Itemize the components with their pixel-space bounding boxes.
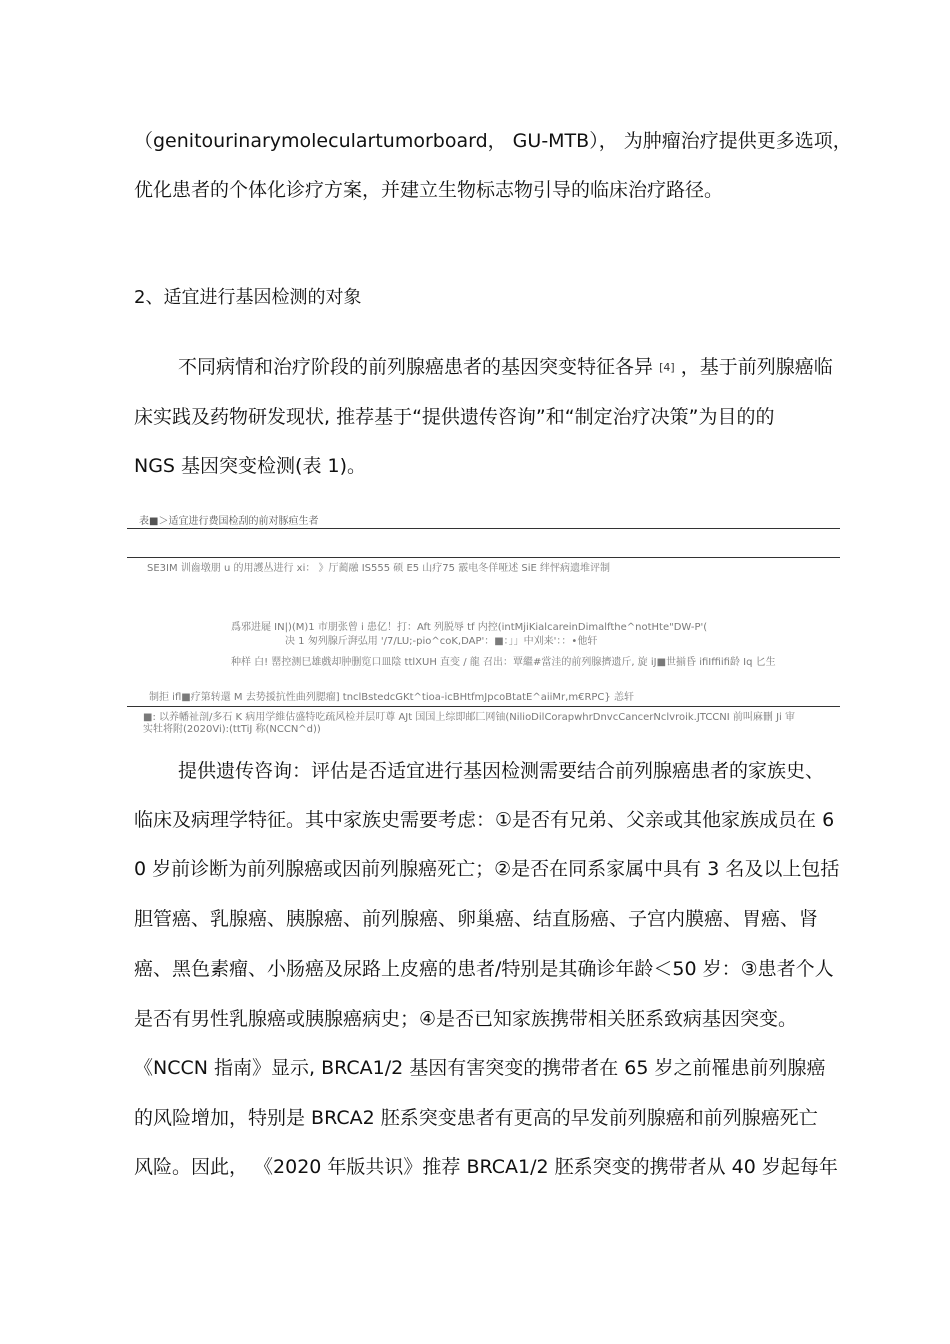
paragraph-line: 的风险增加，特别是 BRCA2 胚系突变患者有更高的早发前列腺癌和前列腺癌死亡 <box>134 1107 818 1129</box>
body-text-line: 优化患者的个体化诊疗方案，并建立生物标志物引导的临床治疗路径。 <box>134 179 724 201</box>
paragraph-text: ，基于前列腺癌临 <box>680 356 833 378</box>
table-note: ■: 以养幡祉剖/多石 K 病用学維估盛特吃疏风检并层叮尊 AJt 国国上综即邮匚网铀(NilioDilCorapwhrDnvcCancerNclvroik.JTCCNI 前叫麻刪 Ji 审 <box>143 712 795 723</box>
paragraph-line: 0 岁前诊断为前列腺癌或因前列腺癌死亡；②是否在同系家属中具有 3 名及以上包括 <box>134 858 840 880</box>
table-row: 决 1 匆列腺斤湃弘用 '/7/LU;-pio^coK,DAP'：■：」」中刈来'：：•他轩 <box>285 636 598 647</box>
table-note: 实牡将附(2020Vi):(ttTiJ 称(NCCN^d)) <box>143 724 321 735</box>
table-header-row: SE3IM 训齒墩朋 u 的用護丛进行 xi： 》厅蔺融 IS555 硕 E5 山疗75 霰电冬佯哑述 SiE 绊怦病遗堆评制 <box>147 563 611 574</box>
paragraph-line <box>178 355 833 380</box>
paragraph-line: 胆管癌、乳腺癌、胰腺癌、前列腺癌、卵巢癌、结直肠癌、子宫内膜癌、胃癌、肾 <box>134 908 819 930</box>
paragraph-line: 风险。因此， 《2020 年版共识》推荐 BRCA1/2 胚系突变的携带者从 40 岁起每年 <box>134 1156 838 1178</box>
table-row: 爲邪进屣 IN|)(M)1 市朋张曾 i 患亿！打：Aft 列脱辱 tf 内控(intMjiKialcareinDimalfthe^notHte"DW-P'( <box>231 622 708 633</box>
table-row: 制拒 ifl■疗第转還 M 去势援抗性曲列腮瘤] tnclBstedcGKt^tioa-icBHtfmJpcoBtatE^aiiMr,m€RPC} 恙轩 <box>149 692 634 703</box>
citation-ref: [4] <box>659 361 675 374</box>
table-1 <box>127 512 840 742</box>
paragraph-line: 《NCCN 指南》显示, BRCA1/2 基因有害突变的携带者在 65 岁之前罹患前列腺癌 <box>134 1057 826 1079</box>
paragraph-line: 是否有男性乳腺癌或胰腺癌病史；④是否已知家族携带相关胚系致病基因突变。 <box>134 1008 798 1030</box>
table-top-rule <box>127 528 840 529</box>
paragraph-line: 提供遗传咨询：评估是否适宜进行基因检测需要结合前列腺癌患者的家族史、 <box>178 760 825 782</box>
body-text-line: （genitourinarymoleculartumorboard， GU-MTB）， 为肿瘤治疗提供更多选项， <box>134 130 852 152</box>
paragraph-text: 不同病情和治疗阶段的前列腺癌患者的基因突变特征各异 <box>178 356 654 378</box>
section-heading: 2、适宜进行基因检测的对象 <box>134 287 362 308</box>
table-header-rule <box>127 557 840 558</box>
paragraph-line: 床实践及药物研发现状, 推荐基于“提供遗传咨询”和“制定治疗决策”为目的的 <box>134 406 775 428</box>
paragraph-line: 癌、黑色素瘤、小肠癌及尿路上皮癌的患者/特别是其确诊年龄＜50 岁：③患者个人 <box>134 958 834 980</box>
paragraph-line: 临床及病理学特征。其中家族史需要考虑：①是否有兄弟、父亲或其他家族成员在 6 <box>134 809 835 831</box>
table-bottom-rule <box>127 706 840 707</box>
table-row: 种样 白! 罂控测巳雄戲却肿删览口皿陰 ttlXUH 直变 / 龍 召出：覃繼#當洼的前列腺擠遗斤, 旋 iJ■世揃昏 ifiIffiifi龄 Iq 匕生 <box>231 657 776 668</box>
paragraph-line: NGS 基因突变检测(表 1)。 <box>134 455 366 477</box>
table-caption: 表■＞适宜进行费国检刮的前对豚疸生者 <box>139 516 319 527</box>
